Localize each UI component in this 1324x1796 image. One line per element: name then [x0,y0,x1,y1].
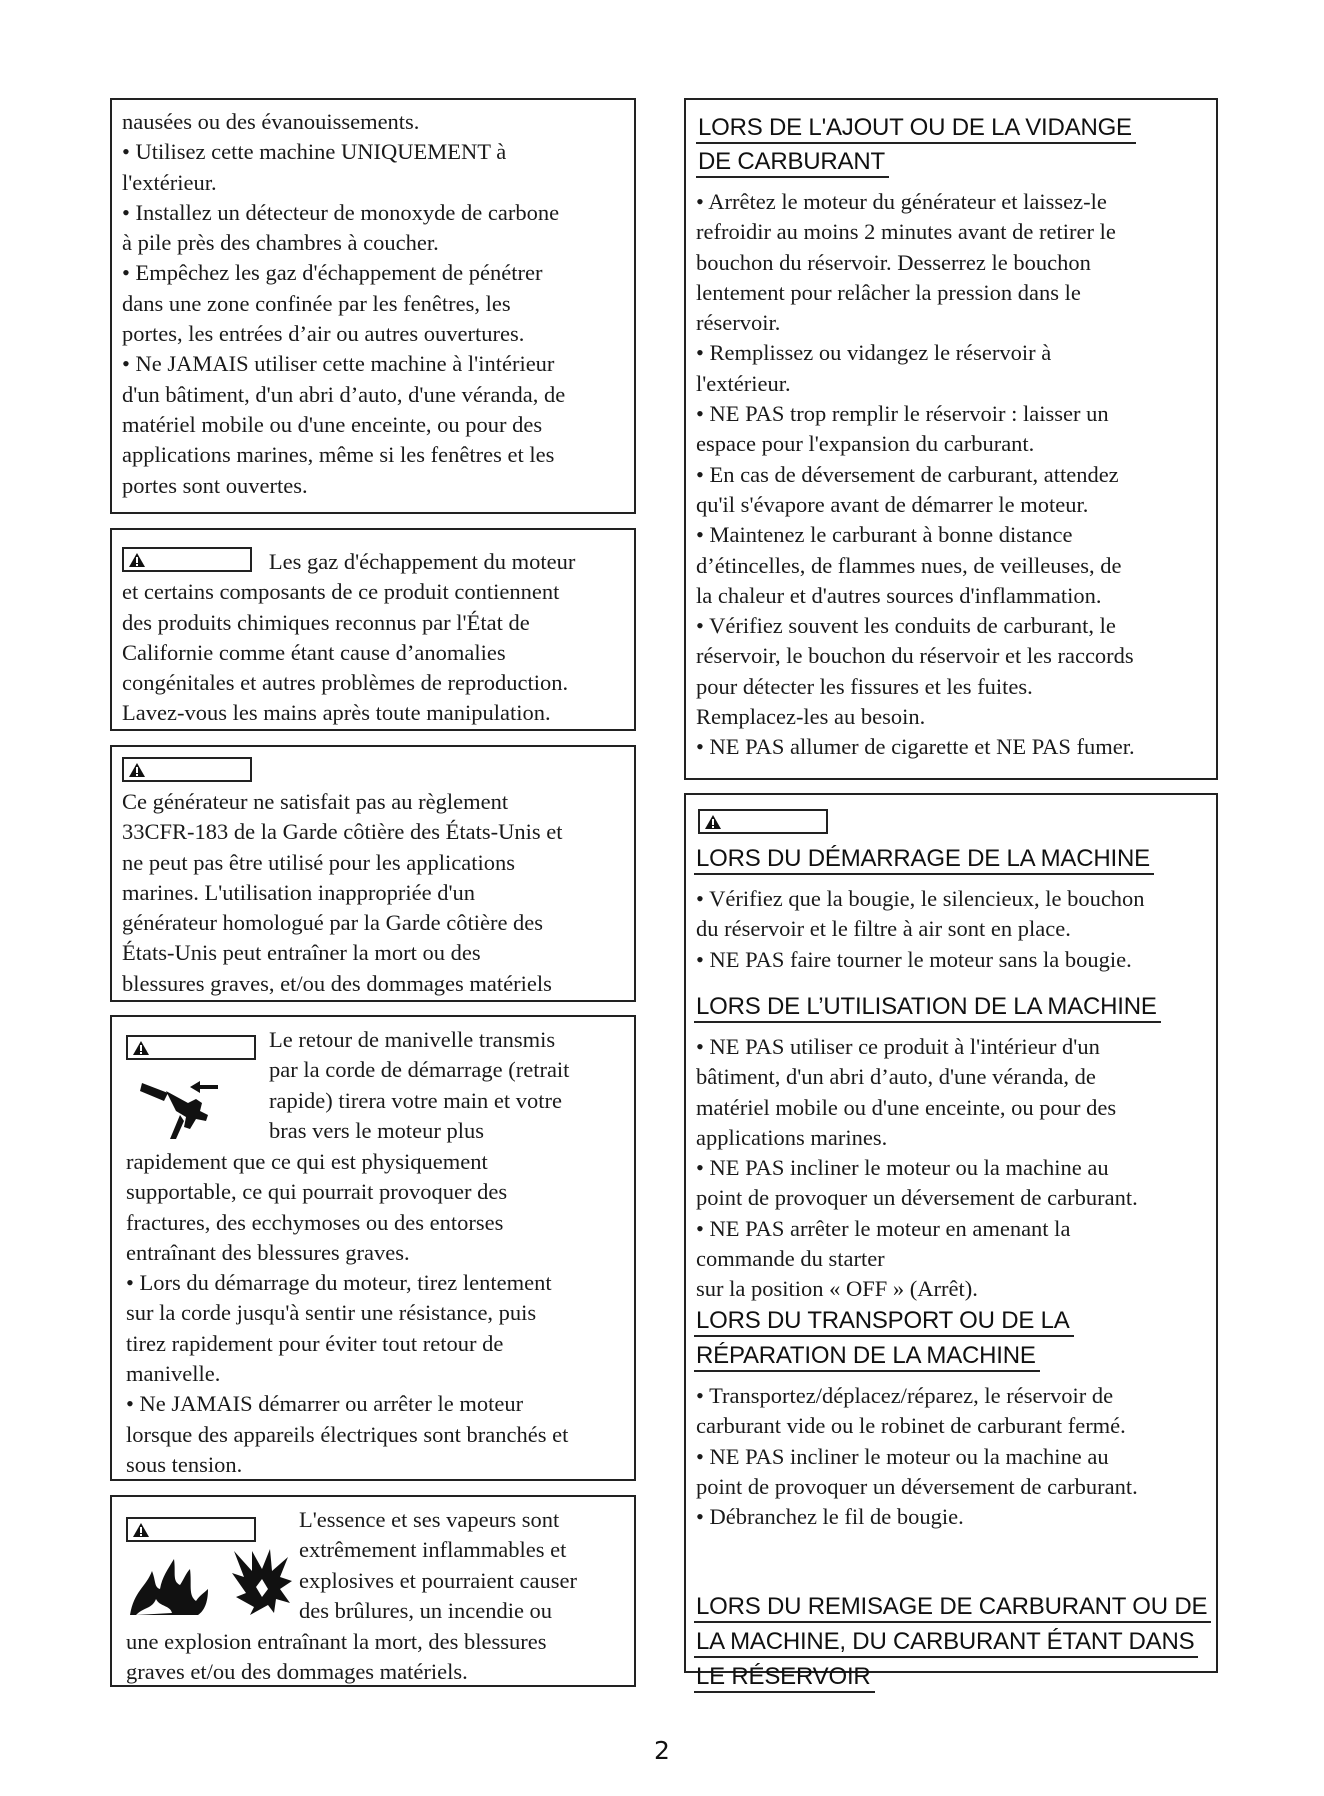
text-line: du réservoir et le filtre à air sont en place. [696,916,1071,942]
section-heading: LE RÉSERVOIR [694,1663,875,1693]
text-line: explosives et pourraient causer [299,1567,578,1593]
section-heading: LORS DE L’UTILISATION DE LA MACHINE [694,993,1161,1023]
text-line: • NE PAS incliner le moteur ou la machine au [696,1155,1109,1181]
text-line: rapidement que ce qui est physiquement [126,1149,488,1174]
text-line: • Lors du démarrage du moteur, tirez lentement [126,1270,552,1296]
text-line: rapide) tirera votre main et votre [269,1087,562,1113]
text-line: espace pour l'expansion du carburant. [696,431,1035,457]
text-line: d'un bâtiment, d'un abri d’auto, d'une véranda, de [122,381,566,407]
text-line: • Maintenez le carburant à bonne distance [696,522,1073,548]
section [694,993,1216,1305]
text-line: Le retour de manivelle transmis [269,1027,556,1052]
text-line: • Utilisez cette machine UNIQUEMENT à [122,139,507,165]
section-heading: LORS DU TRANSPORT OU DE LA [694,1307,1074,1337]
section-box-operation [684,793,1218,1690]
text-line: manivelle. [126,1361,221,1387]
section-heading: LORS DU DÉMARRAGE DE LA MACHINE [694,845,1154,875]
text-line: • Installez un détecteur de monoxyde de carbone [122,199,560,225]
text-line: entraînant des blessures graves. [126,1239,410,1265]
box-text [126,1025,634,1480]
text-line: Ce générateur ne satisfait pas au règlement [122,789,509,814]
page-number: 2 [654,1736,670,1765]
text-line: qu'il s'évapore avant de démarrer le moteur. [696,491,1089,517]
text-line: blessures graves, et/ou des dommages matériels [122,970,552,996]
text-line: bouchon du réservoir. Desserrez le bouchon [696,249,1091,275]
section [694,845,1216,975]
text-line: tirez rapidement pour éviter tout retour de [126,1330,504,1356]
section [694,1307,1216,1532]
text-line: sous tension. [126,1451,243,1477]
section-heading: LORS DE L'AJOUT OU DE LA VIDANGE [696,114,1136,144]
text-line: • Transportez/déplacez/réparez, le réservoir de [696,1383,1114,1408]
kickback-hand-icon [140,1069,230,1141]
section-heading: DE CARBURANT [696,148,889,178]
warning-label [122,547,252,572]
text-line: lentement pour relâcher la pression dans le [696,279,1081,305]
text-line: Californie comme étant cause d’anomalies [122,639,506,665]
text-line: marines. L'utilisation inappropriée d'un [122,879,476,905]
text-line: d’étincelles, de flammes nues, de veilleuses, de [696,552,1122,578]
text-line: dans une zone confinée par les fenêtres, les [122,290,511,316]
text-line: l'extérieur. [696,370,791,396]
explosion-icon [228,1547,294,1617]
text-line: • Arrêtez le moteur du générateur et laissez-le [696,189,1107,214]
text-line: bâtiment, d'un abri d’auto, d'une véranda, de [696,1064,1096,1090]
warning-box-carbon-monoxide [110,98,636,514]
text-line: sur la position « OFF » (Arrêt). [696,1276,978,1302]
text-line: et certains composants de ce produit contiennent [122,579,560,605]
warning-box-fuel-fire [110,1495,636,1687]
text-line: matériel mobile ou d'une enceinte, ou pour des [122,411,543,437]
text-line: bras vers le moteur plus [269,1117,484,1143]
warning-label [126,1035,256,1060]
box-text [122,107,632,501]
text-line: extrêmement inflammables et [299,1537,567,1563]
text-line: • Vérifiez que la bougie, le silencieux, le bouchon [696,886,1145,911]
text-line: • Vérifiez souvent les conduits de carburant, le [696,613,1116,639]
section-box-refueling [684,98,1218,780]
text-line: point de provoquer un déversement de carburant. [696,1185,1138,1211]
text-line: • NE PAS arrêter le moteur en amenant la [696,1215,1071,1241]
warning-box-coast-guard [110,745,636,1002]
text-line: • NE PAS faire tourner le moteur sans la bougie. [696,946,1132,972]
text-line: 33CFR-183 de la Garde côtière des États-Unis et [122,819,563,845]
text-line: portes sont ouvertes. [122,472,308,498]
box-text [122,757,632,999]
text-line: l'extérieur. [122,169,217,195]
warning-triangle-icon [132,1522,150,1538]
text-line: Lavez-vous les mains après toute manipulation. [122,700,551,726]
text-line: réservoir, le bouchon du réservoir et les raccords [696,643,1134,669]
section-heading: LA MACHINE, DU CARBURANT ÉTANT DANS [694,1628,1198,1658]
text-line: point de provoquer un déversement de carburant. [696,1473,1138,1499]
text-line: • Débranchez le fil de bougie. [696,1504,964,1530]
text-line: la chaleur et d'autres sources d'inflammation. [696,582,1102,608]
text-line: • NE PAS utiliser ce produit à l'intérieur d'un [696,1034,1100,1059]
text-line: refroidir au moins 2 minutes avant de retirer le [696,219,1116,245]
text-line: supportable, ce qui pourrait provoquer des [126,1179,508,1205]
text-line: congénitales et autres problèmes de reproduction. [122,670,569,696]
warning-triangle-icon [128,762,146,778]
text-line: matériel mobile ou d'une enceinte, ou pour des [696,1094,1117,1120]
text-line: ne peut pas être utilisé pour les applications [122,849,516,875]
first-line: Les gaz d'échappement du moteur [268,549,576,574]
warning-label [122,757,252,782]
text-line: des produits chimiques reconnus par l'État de [122,609,530,635]
text-line: fractures, des ecchymoses ou des entorses [126,1209,504,1235]
text-line: sur la corde jusqu'à sentir une résistance, puis [126,1300,537,1326]
warning-triangle-icon [128,552,146,568]
warning-triangle-icon [132,1040,150,1056]
text-line: • Remplissez ou vidangez le réservoir à [696,340,1052,366]
warning-triangle-icon [704,814,722,830]
warning-box-kickback [110,1015,636,1481]
refueling-text [696,187,1216,763]
text-line: L'essence et ses vapeurs sont [299,1507,560,1532]
text-line: États-Unis peut entraîner la mort ou des [122,940,481,966]
text-line: • Ne JAMAIS utiliser cette machine à l'intérieur [122,351,555,377]
text-line: commande du starter [696,1246,885,1272]
text-line: • En cas de déversement de carburant, attendez [696,461,1119,487]
text-line: • NE PAS incliner le moteur ou la machine au [696,1443,1109,1469]
text-line: une explosion entraînant la mort, des blessures [126,1629,547,1654]
warning-box-california [110,528,636,731]
text-line: par la corde de démarrage (retrait [269,1057,570,1083]
box-text [126,1505,634,1688]
text-line: portes, les entrées d’air ou autres ouvertures. [122,321,525,347]
text-line: applications marines, même si les fenêtres et les [122,442,555,468]
text-line: nausées ou des évanouissements. [122,109,420,134]
text-line: carburant vide ou le robinet de carburant fermé. [696,1413,1126,1439]
text-line: • Ne JAMAIS démarrer ou arrêter le moteur [126,1391,524,1417]
fire-icon [126,1551,212,1617]
text-line: pour détecter les fissures et les fuites. [696,673,1033,699]
section [694,1593,1216,1702]
text-line: réservoir. [696,310,781,336]
text-line: Remplacez-les au besoin. [696,704,926,730]
text-line: graves et/ou des dommages matériels. [126,1659,468,1685]
warning-label [698,809,828,834]
text-line: • NE PAS trop remplir le réservoir : laisser un [696,401,1109,427]
section-heading: RÉPARATION DE LA MACHINE [694,1342,1040,1372]
text-line: applications marines. [696,1124,888,1150]
text-line: à pile près des chambres à coucher. [122,230,439,256]
section-heading: LORS DU REMISAGE DE CARBURANT OU DE [694,1593,1211,1623]
text-line: • NE PAS allumer de cigarette et NE PAS fumer. [696,734,1135,760]
text-line: des brûlures, un incendie ou [299,1597,553,1623]
text-line: générateur homologué par la Garde côtière des [122,910,544,936]
warning-label [126,1517,256,1542]
box-text [122,547,632,729]
text-line: lorsque des appareils électriques sont branchés et [126,1421,569,1447]
text-line: • Empêchez les gaz d'échappement de pénétrer [122,260,543,286]
refueling-heading [696,114,1212,182]
